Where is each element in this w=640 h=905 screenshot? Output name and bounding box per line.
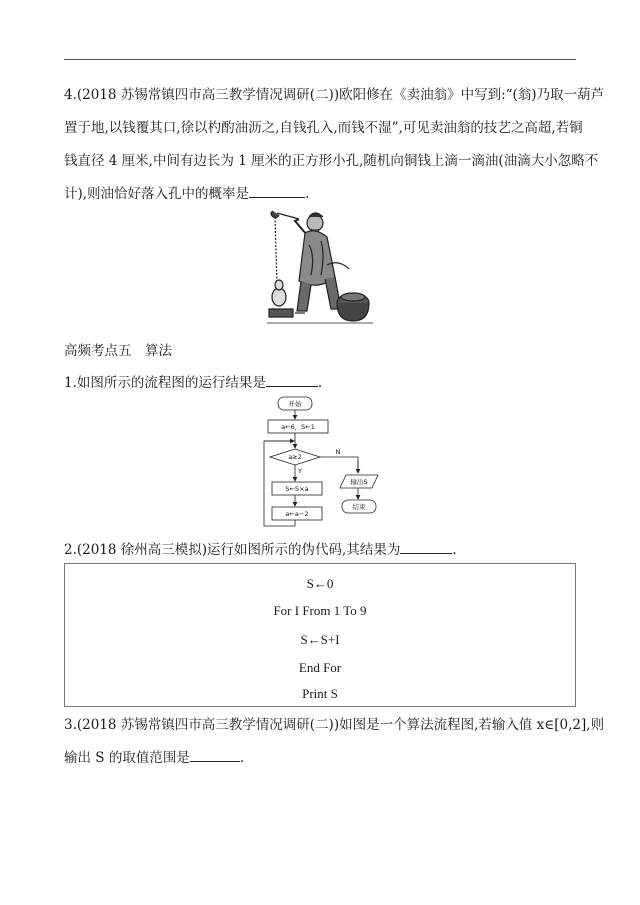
flowchart-update-a-label: a←a−2 [285,510,309,518]
problem-4-line-3: 钱直径 4 厘米,中间有边长为 1 厘米的正方形小孔,随机向铜钱上滴一滴油(油滴大小忽略不 [64,153,599,169]
answer-blank [400,541,452,554]
pseudocode-line: Print S [302,686,338,701]
problem-4 [64,86,605,206]
question-3-period: . [239,750,245,766]
flowchart-cond-label: a≥2 [288,453,302,461]
question-3-line-1: 3.(2018 苏锡常镇四市高三教学情况调研(二))如图是一个算法流程图,若输入值 x∈[0,2],则 [64,717,605,733]
question-3-line-2 [64,749,244,767]
oil-seller-illustration [265,205,375,330]
problem-4-line-2: 置于地,以钱覆其口,徐以杓酌油沥之,自钱孔入,而钱不湿”,可见卖油翁的技艺之高超,若铜 [64,120,583,136]
problem-4-line-4 [64,185,309,203]
problem-4-question-text: 计),则油恰好落入孔中的概率是 [64,186,250,202]
flowchart-init-label: a←6，S←1 [281,423,315,431]
pseudocode-box [64,563,576,707]
flowchart-update-s-label: S←S×a [285,485,309,493]
section-heading: 高频考点五 算法 [64,343,172,359]
question-2-period: . [452,542,457,558]
problem-4-period: . [305,186,310,202]
answer-blank [190,749,240,762]
flowchart-start-label: 开始 [288,400,302,408]
problem-4-line-1: 4.(2018 苏锡常镇四市高三教学情况调研(二))欧阳修在《卖油翁》中写到:“(翁)乃取一葫芦 [64,87,605,103]
flowchart-yes-label: Y [298,467,302,475]
question-3 [64,716,605,776]
flowchart [250,393,390,533]
question-1 [64,371,322,391]
flowchart-output-label: 输出S [350,478,368,486]
pseudocode-line: S←0 [306,576,334,591]
answer-blank [249,185,305,198]
answer-blank [266,374,318,387]
pseudocode-line: End For [298,660,342,675]
question-3-text: 输出 S 的取值范围是 [64,750,190,766]
pseudocode-line: S←S+I [300,632,340,647]
flowchart-end-label: 结束 [352,503,366,511]
question-1-period: . [317,375,323,391]
question-1-text: 1.如图所示的流程图的运行结果是 [64,375,266,391]
pseudocode-line: For I From 1 To 9 [273,603,367,618]
question-2-text: 2.(2018 徐州高三模拟)运行如图所示的伪代码,其结果为 [64,542,401,558]
question-2 [64,538,457,558]
flowchart-no-label: N [335,448,341,456]
header-rule [64,59,576,60]
